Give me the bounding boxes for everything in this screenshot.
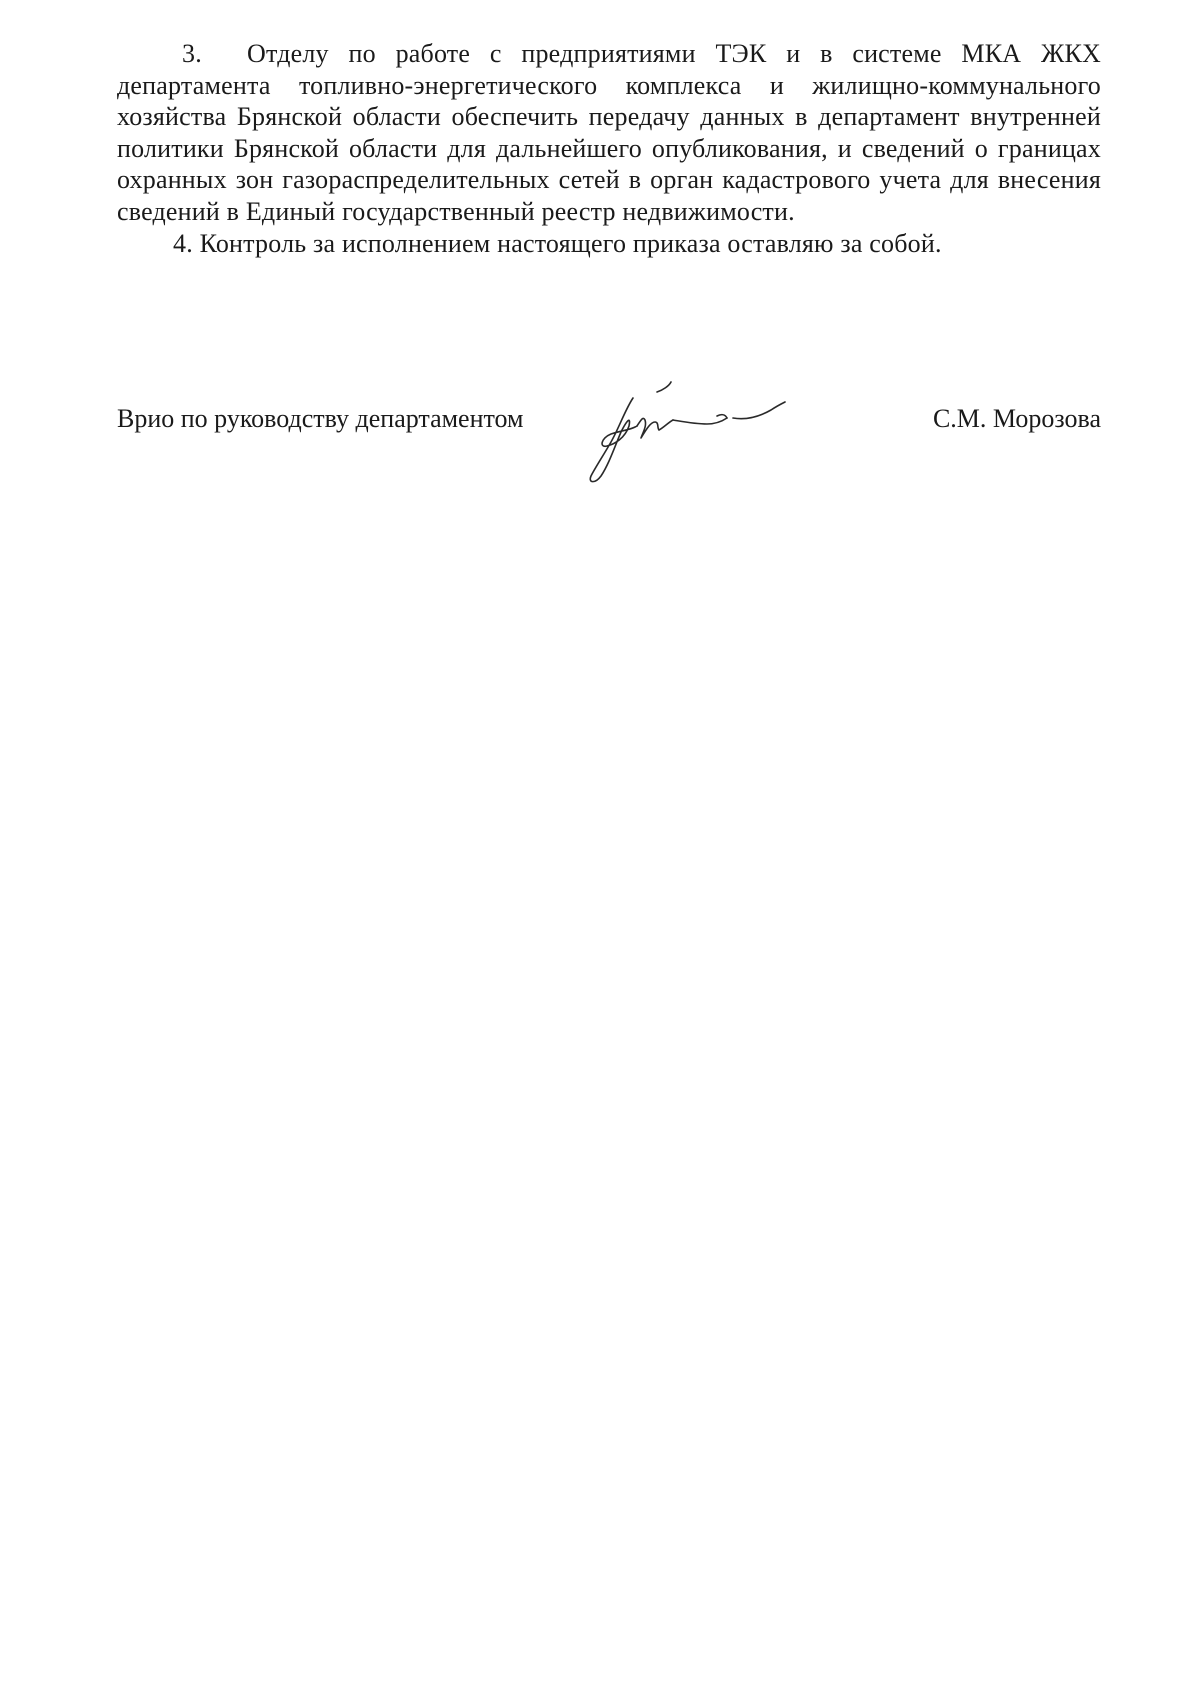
- signatory-position: Врио по руководству департаментом: [117, 404, 524, 433]
- handwritten-signature: [585, 380, 795, 490]
- paragraph-3: [117, 38, 1101, 228]
- paragraph-3-text: Отделу по работе с предприятиями ТЭК и в системе МКА ЖКХ департамента топливно-энергетического комплекса и жилищно-коммунального хозяйства Брянской области обеспечить передачу данных в департамент внутренней политики Брянской области для дальнейшего опубликования, и сведений о границах охранных зон газораспределительных сетей в орган кадастрового учета для внесения сведений в Единый государственный реестр недвижимости.: [117, 39, 1101, 226]
- document-body: [117, 38, 1101, 259]
- paragraph-4: 4. Контроль за исполнением настоящего приказа оставляю за собой.: [173, 228, 942, 258]
- paragraph-3-number: 3.: [182, 39, 202, 68]
- signatory-name: С.М. Морозова: [932, 404, 1101, 433]
